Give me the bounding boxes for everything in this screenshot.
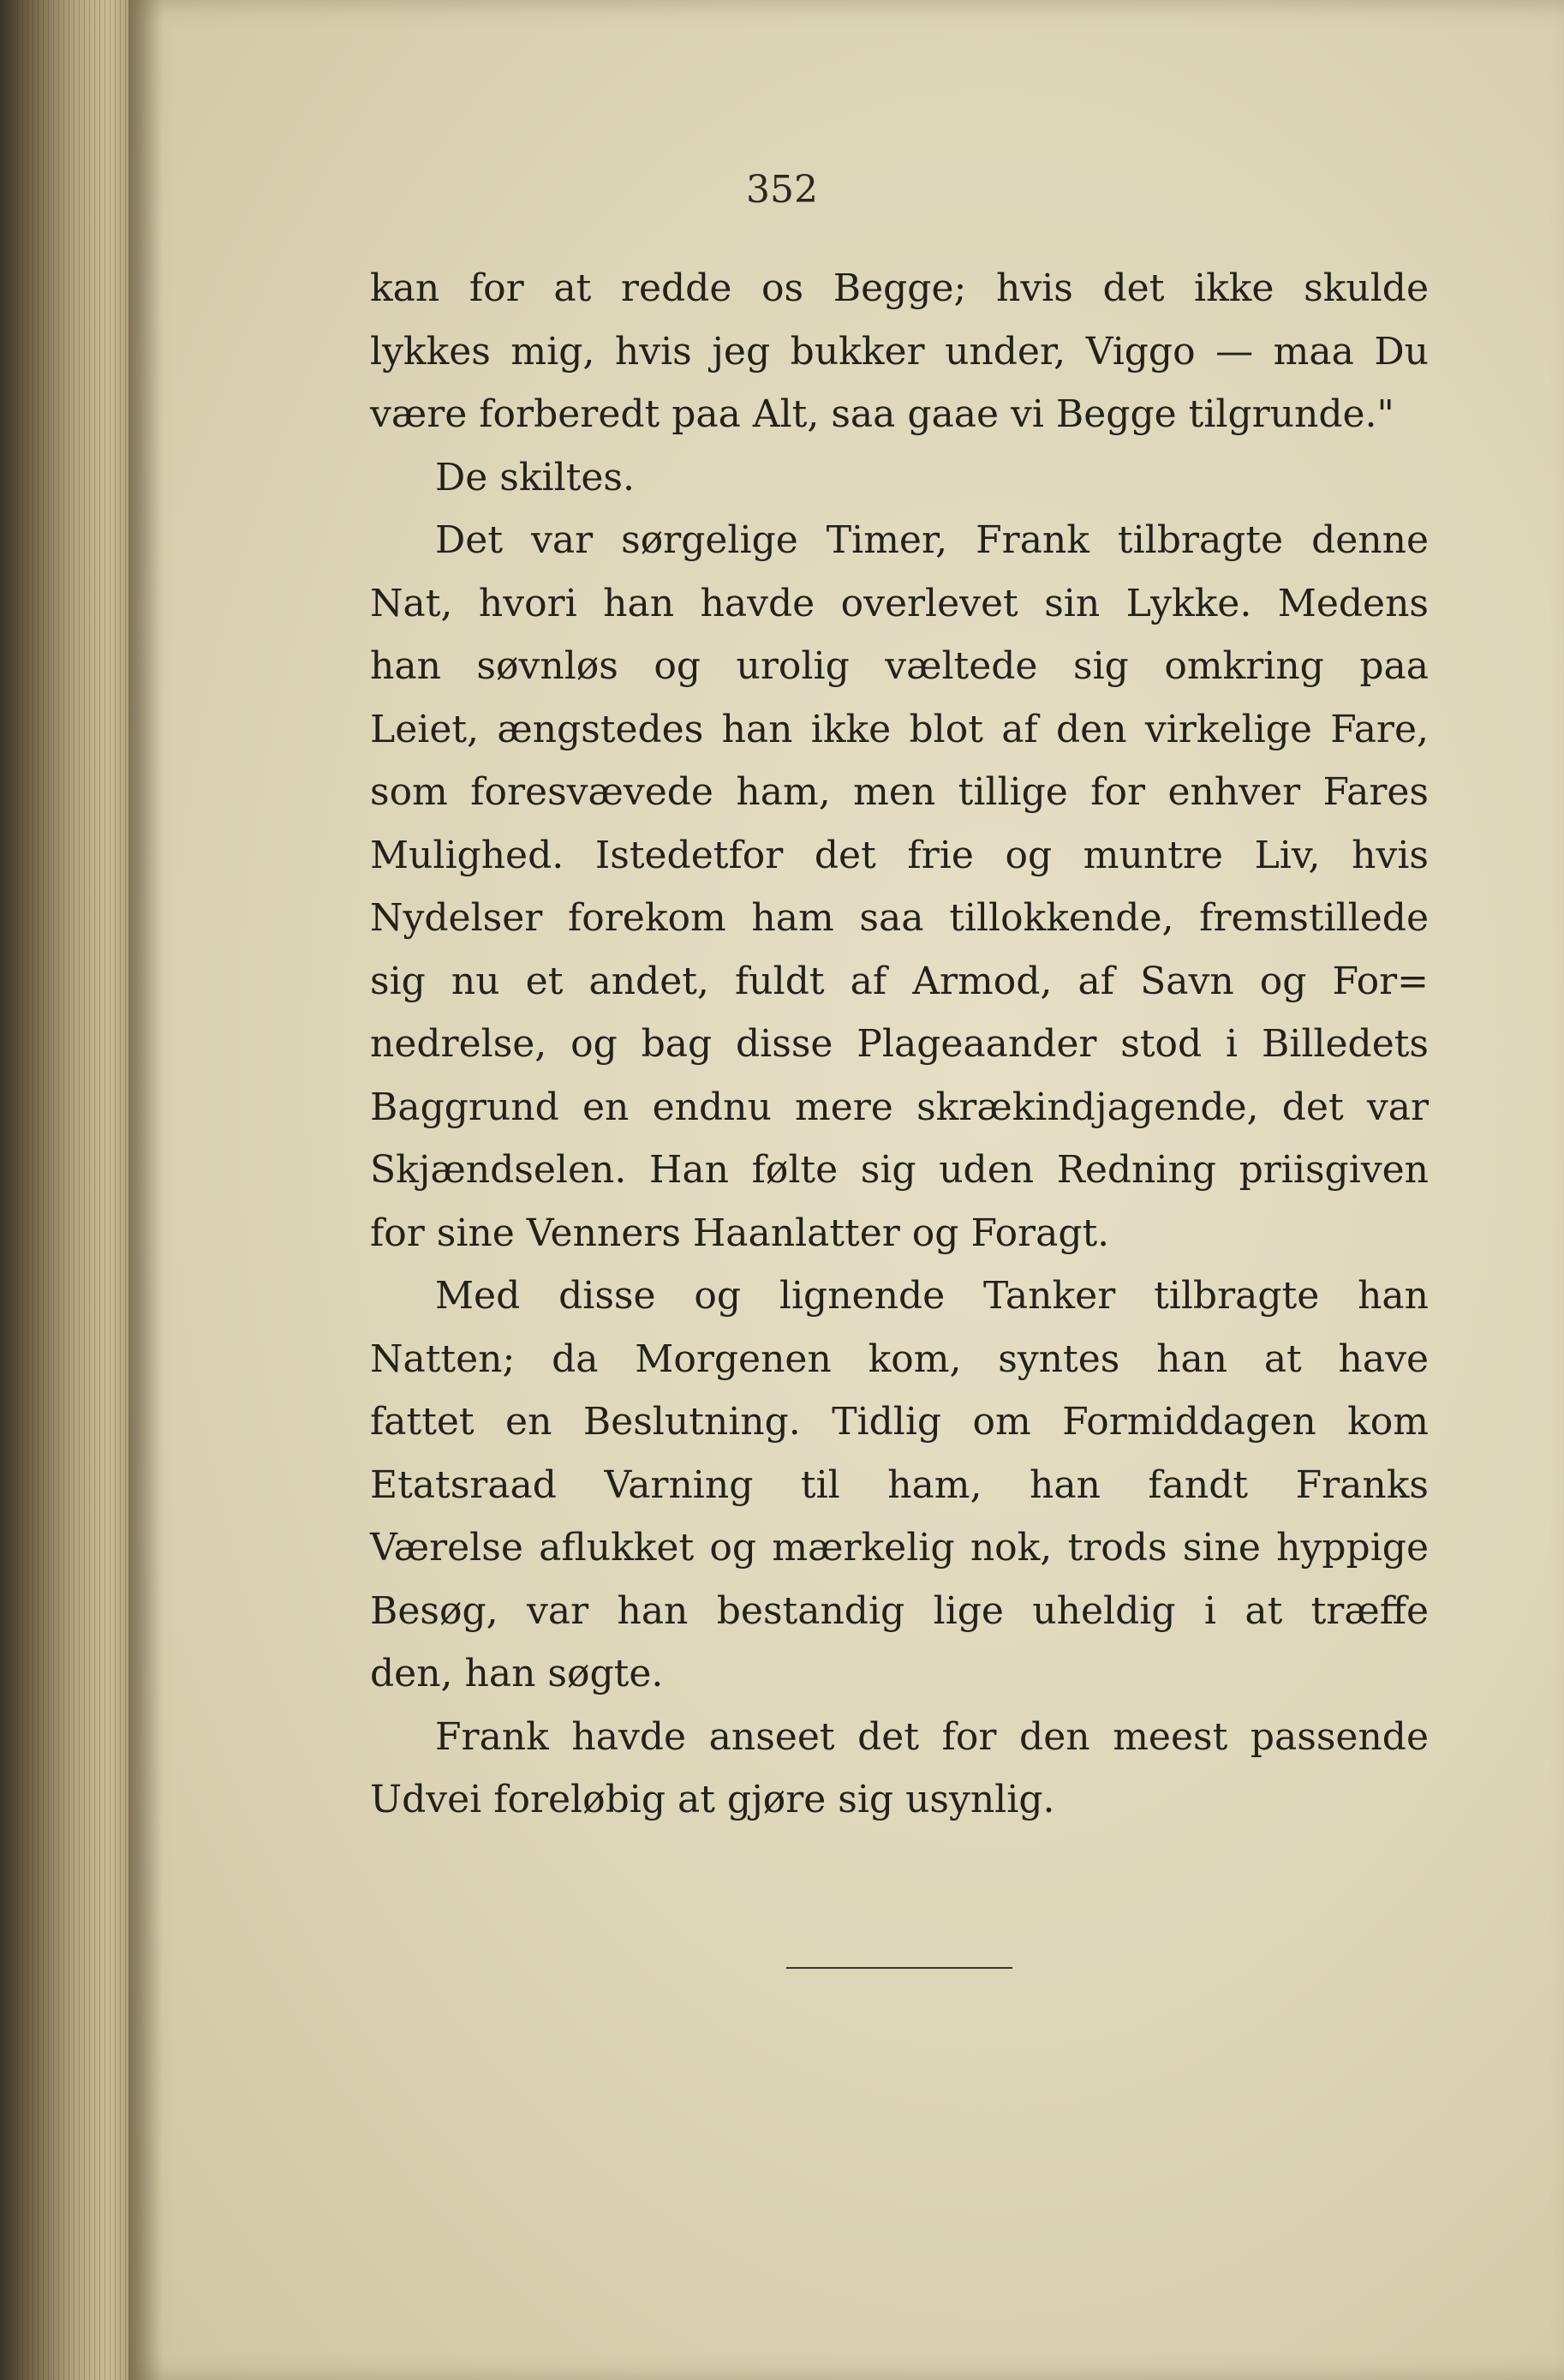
text-line: Nat, hvori han havde overlevet sin Lykke. Medens (370, 581, 1429, 625)
page-number: 352 (746, 168, 818, 212)
text-line: sig nu et andet, fuldt af Armod, af Savn og For= (370, 959, 1429, 1003)
text-line: Leiet, ængstedes han ikke blot af den virkelige Fare, (370, 707, 1429, 751)
text-line: som foresvævede ham, men tillige for enhver Fares (370, 770, 1429, 814)
text-line: kan for at redde os Begge; hvis det ikke skulde (370, 266, 1429, 310)
text-line: Besøg, var han bestandig lige uheldig i at træffe (370, 1588, 1429, 1633)
text-line: Udvei foreløbig at gjøre sig usynlig. (370, 1778, 1055, 1821)
text-line: Mulighed. Istedetfor det frie og muntre Liv, hvis (370, 833, 1429, 877)
text-line: Det var sørgelige Timer, Frank tilbragte denne (435, 518, 1429, 562)
section-end-rule (786, 1967, 1012, 1969)
text-line: for sine Venners Haanlatter og Foragt. (370, 1211, 1110, 1255)
text-line: Natten; da Morgenen kom, syntes han at have (370, 1337, 1429, 1381)
text-line: Skjændselen. Han følte sig uden Redning priisgiven (370, 1148, 1429, 1192)
text-line: De skiltes. (435, 455, 635, 499)
body-text (370, 257, 1429, 1832)
text-line: Etatsraad Varning til ham, han fandt Franks (370, 1462, 1429, 1507)
text-line: lykkes mig, hvis jeg bukker under, Viggo — maa Du (370, 329, 1429, 374)
text-line: Værelse aflukket og mærkelig nok, trods sine hyppige (370, 1526, 1429, 1570)
text-line: Med disse og lignende Tanker tilbragte han (435, 1274, 1429, 1318)
text-line: nedrelse, og bag disse Plageaander stod i Billedets (370, 1022, 1429, 1066)
gutter-shadow (128, 0, 163, 2380)
text-line: være forberedt paa Alt, saa gaae vi Begge tilgrunde." (370, 392, 1394, 436)
text-line: fattet en Beslutning. Tidlig om Formiddagen kom (370, 1400, 1429, 1444)
text-line: den, han søgte. (370, 1652, 664, 1695)
text-line: Nydelser forekom ham saa tillokkende, fremstillede (370, 896, 1429, 940)
text-line: han søvnløs og urolig væltede sig omkring paa (370, 644, 1429, 688)
text-line: Frank havde anseet det for den meest passende (435, 1714, 1429, 1759)
page-edge-texture (17, 0, 128, 2380)
text-line: Baggrund en endnu mere skrækindjagende, det var (370, 1085, 1429, 1129)
